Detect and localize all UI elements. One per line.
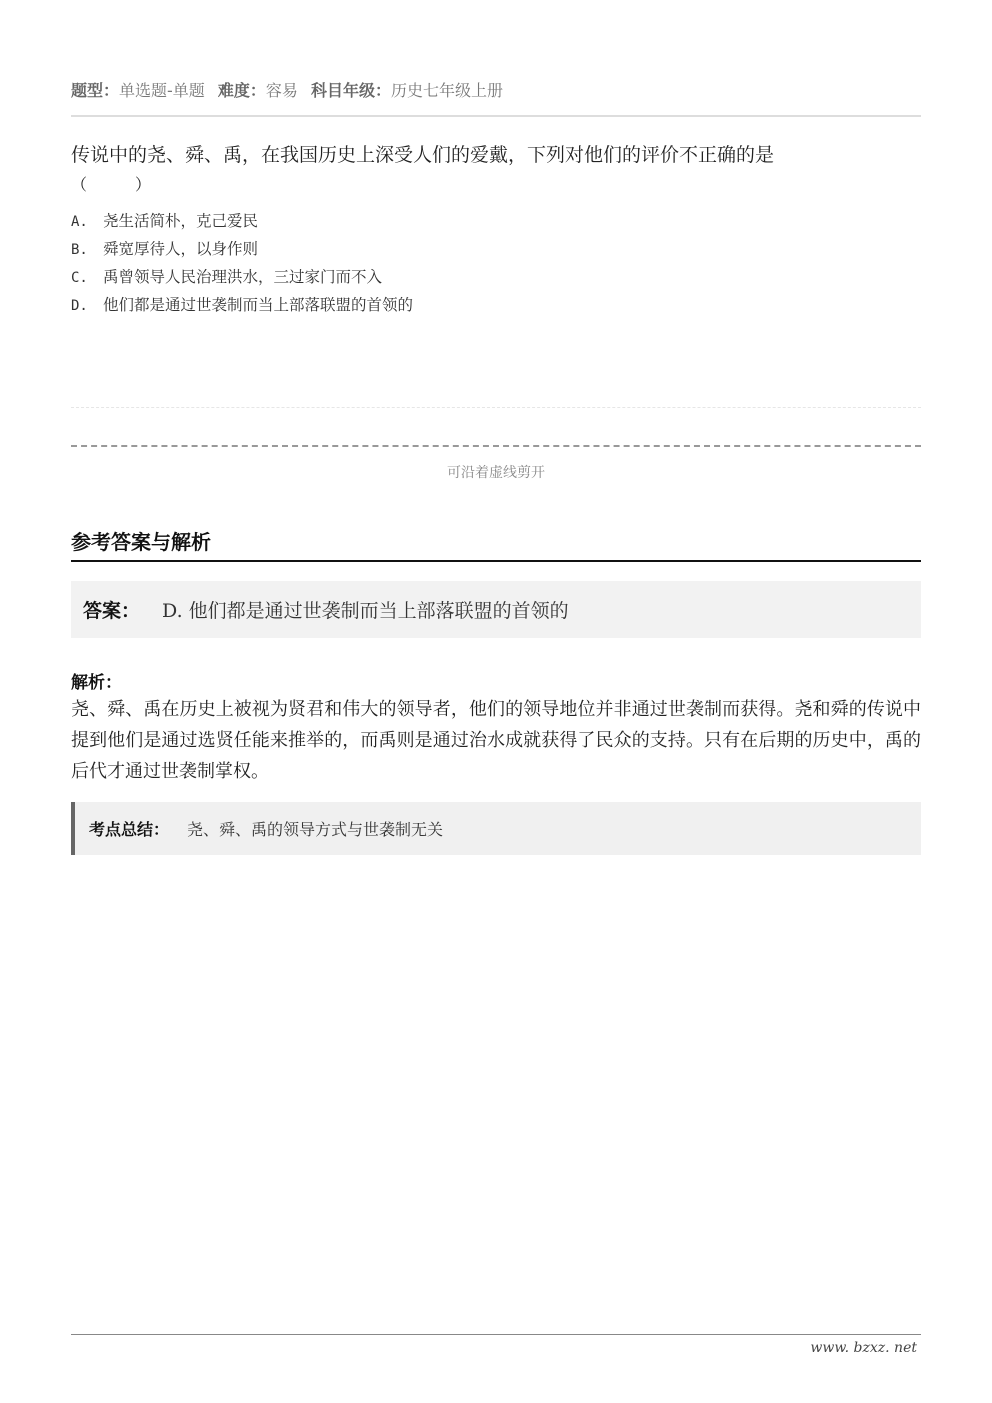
cut-line: [71, 445, 921, 447]
difficulty-value: 容易: [265, 81, 298, 100]
summary-label: 考点总结：: [89, 820, 170, 839]
summary-value: 尧、舜、禹的领导方式与世袭制无关: [187, 820, 444, 839]
answer-label: 答案：: [83, 600, 141, 622]
solution-title: 参考答案与解析: [71, 530, 211, 554]
option-a: A. 尧生活简朴，克己爱民: [71, 212, 259, 230]
cut-note: 可沿着虚线剪开: [447, 465, 545, 481]
type-label: 题型：: [71, 81, 120, 100]
type-value: 单选题-单题: [119, 81, 205, 100]
option-b: B. 舜宽厚待人，以身作则: [71, 240, 259, 258]
answer-blank: （ ）: [71, 175, 152, 194]
subject-value: 历史七年级上册: [391, 81, 504, 100]
question-stem: [71, 140, 921, 200]
footer-site: www. bzxz. net: [810, 1340, 917, 1356]
question-text: 传说中的尧、舜、禹，在我国历史上深受人们的爱戴，下列对他们的评价不正确的是: [71, 144, 775, 166]
question-meta: [71, 78, 511, 101]
option-c: C. 禹曾领导人民治理洪水，三过家门而不入: [71, 268, 383, 286]
difficulty-label: 难度：: [217, 81, 266, 100]
footer-divider: [71, 1334, 921, 1335]
light-dashed-divider: [71, 407, 921, 408]
option-list: [71, 208, 413, 320]
summary-box: [71, 802, 921, 855]
subject-label: 科目年级：: [311, 81, 392, 100]
answer-value: D. 他们都是通过世袭制而当上部落联盟的首领的: [162, 600, 569, 622]
solution-divider: [71, 560, 921, 562]
analysis-label: 解析：: [71, 673, 122, 693]
option-d: D. 他们都是通过世袭制而当上部落联盟的首领的: [71, 296, 414, 314]
meta-divider: [71, 115, 921, 117]
analysis-text: 尧、舜、禹在历史上被视为贤君和伟大的领导者，他们的领导地位并非通过世袭制而获得。尧和舜的传说中提到他们是通过选贤任能来推举的，而禹则是通过治水成就获得了民众的支持。只有在后期的历史中，禹的后代才通过世袭制掌权。: [71, 699, 921, 782]
answer-box: [71, 581, 921, 638]
